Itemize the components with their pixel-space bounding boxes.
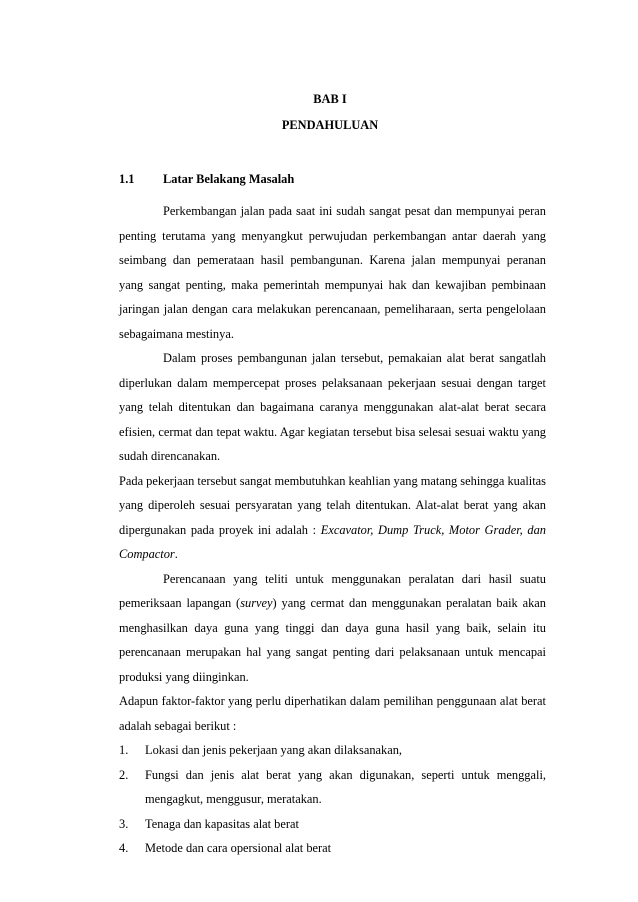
section-heading [119, 172, 294, 187]
list-item-number: 1. [119, 743, 129, 757]
paragraph-1: Perkembangan jalan pada saat ini sudah sangat pesat dan mempunyai peran penting terutama yang menyangkut perwujudan perkembangan antar daerah yang seimbang dan pemerataan hasil pembangunan. Karena jalan mempunyai peranan yang sangat penting, maka pemerintah mempunyai hak dan kewajiban pembinaan jaringan jalan dengan cara melakukan perencanaan, pemeliharaan, serta pengelolaan sebagaimana mestinya. [119, 204, 546, 341]
list-item-number: 2. [119, 767, 129, 782]
paragraph-2: Dalam proses pembangunan jalan tersebut, pemakaian alat berat sangatlah diperlukan dalam mempercepat proses pelaksanaan pekerjaan sesuai dengan target yang telah ditentukan dan bagaimana caranya menggunakan alat-alat berat secara efisien, cermat dan tepat waktu. Agar kegiatan tersebut bisa selesai sesuai waktu yang sudah direncanakan. [119, 351, 546, 463]
paragraph-4-end: ) yang cermat dan menggunakan peralatan baik akan menghasilkan daya guna yang tinggi dan daya guna hasil yang baik, selain itu perencanaan merupakan hal yang sangat penting dari pelaksanaan untuk mencapai produksi yang diinginkan. [119, 596, 546, 684]
list-item [119, 812, 546, 837]
list-item [119, 738, 546, 763]
factors-list [119, 738, 546, 861]
paragraph-3-text: Pada pekerjaan tersebut sangat membutuhkan keahlian yang matang sehingga kualitas yang diperoleh sesuai persyaratan yang telah ditentukan. Alat-alat berat yang akan dipergunakan pada proyek ini adalah : [119, 473, 546, 537]
section-title: Latar Belakang Masalah [163, 172, 295, 186]
paragraph-5: Adapun faktor-faktor yang perlu diperhatikan dalam pemilihan penggunaan alat berat adalah sebagai berikut : [119, 694, 546, 733]
paragraph-3 [119, 469, 546, 567]
survey-italic: survey [240, 596, 273, 610]
chapter-number: BAB I [313, 92, 347, 106]
list-item-text: Metode dan cara opersional alat berat [145, 841, 332, 855]
list-item-number: 3. [119, 816, 129, 831]
paragraph-4-start: Perencanaan yang teliti untuk menggunakan peralatan dari hasil suatu pemeriksaan lapangan ( [119, 571, 546, 610]
equipment-list-italic: Excavator, Dump Truck, Motor Grader, dan Compactor [119, 522, 546, 561]
list-item [119, 836, 546, 861]
list-item [119, 763, 546, 812]
paragraph-4 [119, 567, 546, 690]
body-text [119, 199, 546, 861]
list-item-text: Tenaga dan kapasitas alat berat [145, 816, 299, 831]
paragraph-3-end: . [174, 547, 178, 561]
list-item-text: Fungsi dan jenis alat berat yang akan digunakan, seperti untuk menggali, mengagkut, menggusur, meratakan. [145, 767, 546, 806]
chapter-title: PENDAHULUAN [281, 118, 379, 132]
list-item-number: 4. [119, 841, 129, 855]
section-number: 1.1 [119, 172, 135, 186]
list-item-text: Lokasi dan jenis pekerjaan yang akan dilaksanakan, [145, 743, 403, 757]
